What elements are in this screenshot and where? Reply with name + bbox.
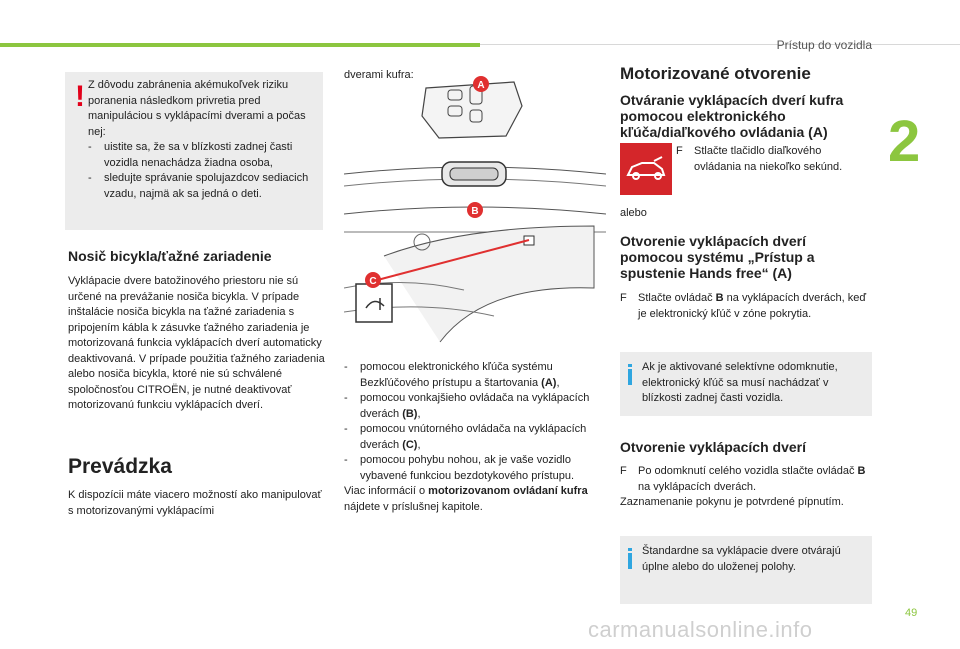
interior-button-icon — [356, 284, 392, 322]
car-open-icon — [620, 143, 672, 195]
info-icon — [628, 369, 632, 385]
bike-text: Vyklápacie dvere batožinového priestoru nie sú určené na prevážanie nosiča bicykla. V prípade inštalácie nosiča bicykla na ťažné zariadenia s pripojením kábla k zásuvke ťažného zariadenia je motorizovaná funkcia vyklápacích dverí automaticky deaktivovaná. V prípade použitia ťažného zariadenia alebo nosiča bicykla, ktoré nie sú schválené spoločnosťou CITROËN, je nutné deaktivovať motorizovanú funkciu vyklápacích dverí. — [68, 275, 325, 411]
tailgate-controls-illustration — [344, 76, 606, 344]
label-b-text: B — [471, 206, 479, 217]
warning-text — [88, 78, 318, 202]
label-b — [467, 202, 483, 218]
or-text: alebo — [620, 207, 647, 219]
info-icon-dot — [628, 364, 632, 367]
motorized-title: Motorizované otvorenie — [620, 64, 811, 83]
section-header: Prístup do vozidla — [776, 38, 872, 52]
operation-text: K dispozícii máte viacero možností ako manipulovať s motorizovanými vyklápacími — [68, 489, 322, 517]
method-item: - pomocou elektronického kľúča systému Bezkľúčového prístupu a štartovania (A), — [344, 361, 560, 389]
warning-item: - sledujte správanie spolujazdcov sediacich vzadu, najmä ak sa jedná o deti. — [88, 172, 309, 200]
sub1-title: Otváranie vyklápacích dverí kufra pomocou elektronického kľúča/diaľkového ovládania (A) — [620, 92, 844, 140]
label-a — [473, 76, 489, 92]
sub2-text: F Stlačte ovládač B na vyklápacích dverách, keď je elektronický kľúč v zóne pokrytia. — [620, 292, 867, 320]
top-divider — [480, 44, 960, 45]
warning-icon: ! — [75, 80, 85, 113]
top-accent-bar — [0, 43, 480, 47]
label-c — [365, 272, 381, 288]
bike-title: Nosič bicykla/ťažné zariadenie — [68, 248, 272, 264]
watermark: carmanualsonline.info — [588, 617, 813, 642]
method-item: - pomocou vonkajšieho ovládača na vyklápacích dverách (B), — [344, 392, 590, 420]
method-item: - pomocou vnútorného ovládača na vyklápacích dverách (C), — [344, 423, 587, 451]
warning-item: - uistite sa, že sa v blízkosti zadnej časti vozidla nenachádza žiadna osoba, — [88, 141, 293, 169]
method-item: - pomocou pohybu nohou, ak je vaše vozidlo vybavené funkciou bezdotykového prístupu. — [344, 454, 575, 482]
label-a-text: A — [477, 80, 485, 91]
sub1-text: F Stlačte tlačidlo diaľkového ovládania na niekoľko sekúnd. — [676, 145, 843, 173]
operation-title: Prevádzka — [68, 455, 172, 478]
chapter-number: 2 — [888, 109, 921, 174]
car-tailgate-icon — [620, 143, 672, 195]
page-number: 49 — [905, 607, 918, 619]
sub3-title: Otvorenie vyklápacích dverí — [620, 439, 806, 455]
warning-intro: Z dôvodu zabránenia akémukoľvek riziku poranenia následkom privretia pred manipuláciou s vyklápacími dverami a počas nej: — [88, 79, 306, 138]
operation-methods — [344, 360, 606, 515]
sub2-title: Otvorenie vyklápacích dverí pomocou systému „Prístup a spustenie Hands free“ (A) — [620, 233, 815, 281]
info-text-2: Štandardne sa vyklápacie dvere otvárajú úplne alebo do uloženej polohy. — [642, 545, 841, 573]
label-c-text: C — [369, 276, 377, 287]
operation-continuation: dverami kufra: — [344, 69, 414, 81]
info-icon-dot — [628, 548, 632, 551]
info-text-1: Ak je aktivované selektívne odomknutie, elektronický kľúč sa musí nachádzať v blízkosti zadnej časti vozidla. — [642, 361, 838, 404]
sub3-text: F Po odomknutí celého vozidla stlačte ovládač B na vyklápacích dverách. Zaznamenanie pokynu je potvrdené pípnutím. — [620, 465, 866, 508]
key-fob-icon — [422, 82, 522, 138]
more-info: Viac informácií o motorizovanom ovládaní kufra nájdete v príslušnej kapitole. — [344, 485, 588, 513]
info-icon — [628, 553, 632, 569]
